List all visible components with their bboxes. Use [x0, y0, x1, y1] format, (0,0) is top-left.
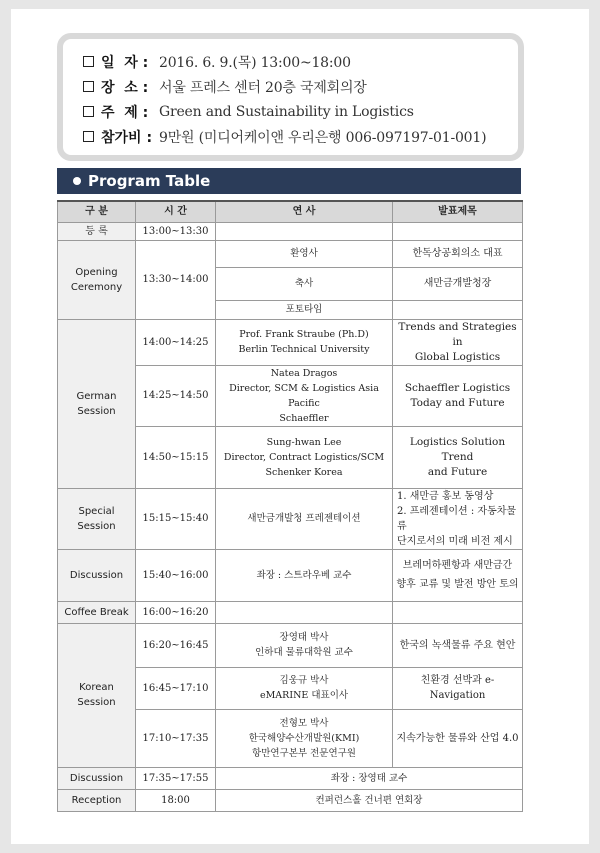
topic-cell: 친환경 선박과 e-Navigation: [393, 667, 523, 709]
speaker-line: Schaeffler: [279, 412, 329, 424]
speaker-cell: [216, 709, 393, 767]
topic-line: Today and Future: [410, 396, 505, 409]
speaker-line: Schenker Korea: [265, 466, 343, 478]
category-line: Session: [77, 520, 116, 532]
table-row: [58, 319, 523, 365]
speaker-cell: 컨퍼런스홀 건너편 연회장: [216, 789, 523, 811]
speaker-line: 한국해양수산개발원(KMI): [248, 732, 360, 744]
speaker-cell: [216, 222, 393, 240]
category-line: Korean: [79, 682, 114, 693]
topic-cell: [393, 300, 523, 319]
time-cell: 18:00: [136, 789, 216, 811]
header-category: 구 분: [58, 201, 136, 222]
info-value: Green and Sustainability in Logistics: [159, 103, 414, 120]
topic-cell: 지속가능한 물류와 산업 4.0: [393, 709, 523, 767]
speaker-cell: 축사: [216, 267, 393, 300]
topic-line: Trends and Strategies in: [398, 320, 517, 348]
table-header-row: [58, 201, 523, 222]
speaker-cell: 환영사: [216, 240, 393, 267]
info-label: 참가비 :: [101, 129, 153, 146]
info-date: [83, 49, 518, 74]
bullet-dot-icon: [73, 177, 81, 185]
speaker-line: Director, Contract Logistics/SCM: [223, 451, 385, 463]
speaker-line: Sung-hwan Lee: [266, 436, 342, 448]
topic-cell: [393, 426, 523, 488]
topic-cell: 한독상공회의소 대표: [393, 240, 523, 267]
info-theme: [83, 99, 518, 124]
topic-cell: [393, 549, 523, 601]
table-row: [58, 623, 523, 667]
speaker-cell: [216, 365, 393, 426]
event-info-box: [57, 33, 524, 161]
speaker-line: Director, SCM & Logistics Asia Pacific: [229, 382, 379, 409]
category-line: Session: [77, 405, 116, 417]
speaker-line: Natea Dragos: [270, 367, 338, 379]
time-cell: 16:45~17:10: [136, 667, 216, 709]
time-cell: 15:40~16:00: [136, 549, 216, 601]
speaker-line: 김웅규 박사: [279, 675, 329, 686]
topic-line: 2. 프레젠테이션 : 자동차물류: [397, 505, 517, 532]
info-value: 서울 프레스 센터 20층 국제회의장: [159, 79, 367, 96]
category-cell: [58, 319, 136, 488]
info-label: 일 자 :: [101, 54, 149, 71]
category-line: Opening: [75, 266, 118, 278]
table-row: [58, 767, 523, 789]
section-title: Program Table: [88, 172, 211, 190]
speaker-cell: [216, 623, 393, 667]
topic-cell: [393, 601, 523, 623]
time-cell: 14:00~14:25: [136, 319, 216, 365]
speaker-cell: [216, 667, 393, 709]
topic-line: Global Logistics: [414, 350, 501, 363]
info-value: 2016. 6. 9.(목) 13:00~18:00: [159, 54, 351, 71]
checkbox-bullet-icon: [83, 56, 94, 67]
topic-line: 1. 새만금 홍보 동영상: [397, 490, 494, 502]
speaker-cell: 포토타임: [216, 300, 393, 319]
checkbox-bullet-icon: [83, 106, 94, 117]
info-label: 장 소 :: [101, 79, 149, 96]
table-row: [58, 222, 523, 240]
time-cell: 13:30~14:00: [136, 240, 216, 319]
table-row: [58, 789, 523, 811]
time-cell: 15:15~15:40: [136, 488, 216, 549]
category-cell: Coffee Break: [58, 601, 136, 623]
category-cell: [58, 240, 136, 319]
time-cell: 14:50~15:15: [136, 426, 216, 488]
table-row: [58, 488, 523, 549]
program-table: [57, 200, 523, 812]
checkbox-bullet-icon: [83, 81, 94, 92]
speaker-line: 장영태 박사: [279, 632, 329, 643]
header-topic: 발표제목: [393, 201, 523, 222]
speaker-cell: 새만금개발청 프레젠테이션: [216, 488, 393, 549]
topic-line: and Future: [427, 465, 488, 478]
speaker-line: 항만연구본부 전문연구원: [252, 747, 356, 759]
category-cell: [58, 623, 136, 767]
table-row: [58, 549, 523, 601]
topic-line: 향후 교류 및 발전 방안 토의: [396, 579, 519, 590]
checkbox-bullet-icon: [83, 131, 94, 142]
category-cell: [58, 488, 136, 549]
header-speaker: 연 사: [216, 201, 393, 222]
speaker-cell: [216, 601, 393, 623]
speaker-line: Prof. Frank Straube (Ph.D): [239, 329, 369, 340]
speaker-line: 전형모 박사: [279, 717, 329, 729]
category-cell: Discussion: [58, 549, 136, 601]
speaker-line: Berlin Technical University: [238, 344, 370, 355]
category-cell: 등 록: [58, 222, 136, 240]
topic-cell: 한국의 녹색물류 주요 현안: [393, 623, 523, 667]
speaker-cell: [216, 426, 393, 488]
time-cell: 16:00~16:20: [136, 601, 216, 623]
topic-line: 단지로서의 미래 비전 제시: [397, 535, 513, 547]
topic-cell: 새만금개발청장: [393, 267, 523, 300]
speaker-line: eMARINE 대표이사: [259, 690, 349, 701]
info-value: 9만원 (미디어케이앤 우리은행 006-097197-01-001): [159, 129, 487, 146]
topic-line: 브레머하펜항과 새만금간: [402, 560, 513, 571]
speaker-cell: [216, 319, 393, 365]
topic-cell: [393, 222, 523, 240]
category-cell: Discussion: [58, 767, 136, 789]
table-row: [58, 601, 523, 623]
time-cell: 14:25~14:50: [136, 365, 216, 426]
info-venue: [83, 74, 518, 99]
topic-cell: [393, 319, 523, 365]
table-row: [58, 240, 523, 267]
topic-cell: [393, 365, 523, 426]
category-line: Ceremony: [70, 281, 123, 293]
topic-line: Schaeffler Logistics: [404, 381, 511, 394]
time-cell: 16:20~16:45: [136, 623, 216, 667]
info-label: 주 제 :: [101, 104, 149, 121]
time-cell: 17:35~17:55: [136, 767, 216, 789]
category-cell: Reception: [58, 789, 136, 811]
category-line: Session: [77, 697, 116, 708]
time-cell: 13:00~13:30: [136, 222, 216, 240]
speaker-cell: 좌장 : 장영태 교수: [216, 767, 523, 789]
topic-line: Logistics Solution Trend: [409, 435, 506, 463]
time-cell: 17:10~17:35: [136, 709, 216, 767]
topic-cell: [393, 488, 523, 549]
program-table-title: [57, 168, 521, 194]
category-line: German: [76, 390, 117, 402]
category-line: Special: [78, 505, 115, 517]
speaker-line: 인하대 물류대학원 교수: [255, 647, 353, 658]
info-fee: [83, 124, 518, 149]
header-time: 시 간: [136, 201, 216, 222]
speaker-cell: 좌장 : 스트라우베 교수: [216, 549, 393, 601]
